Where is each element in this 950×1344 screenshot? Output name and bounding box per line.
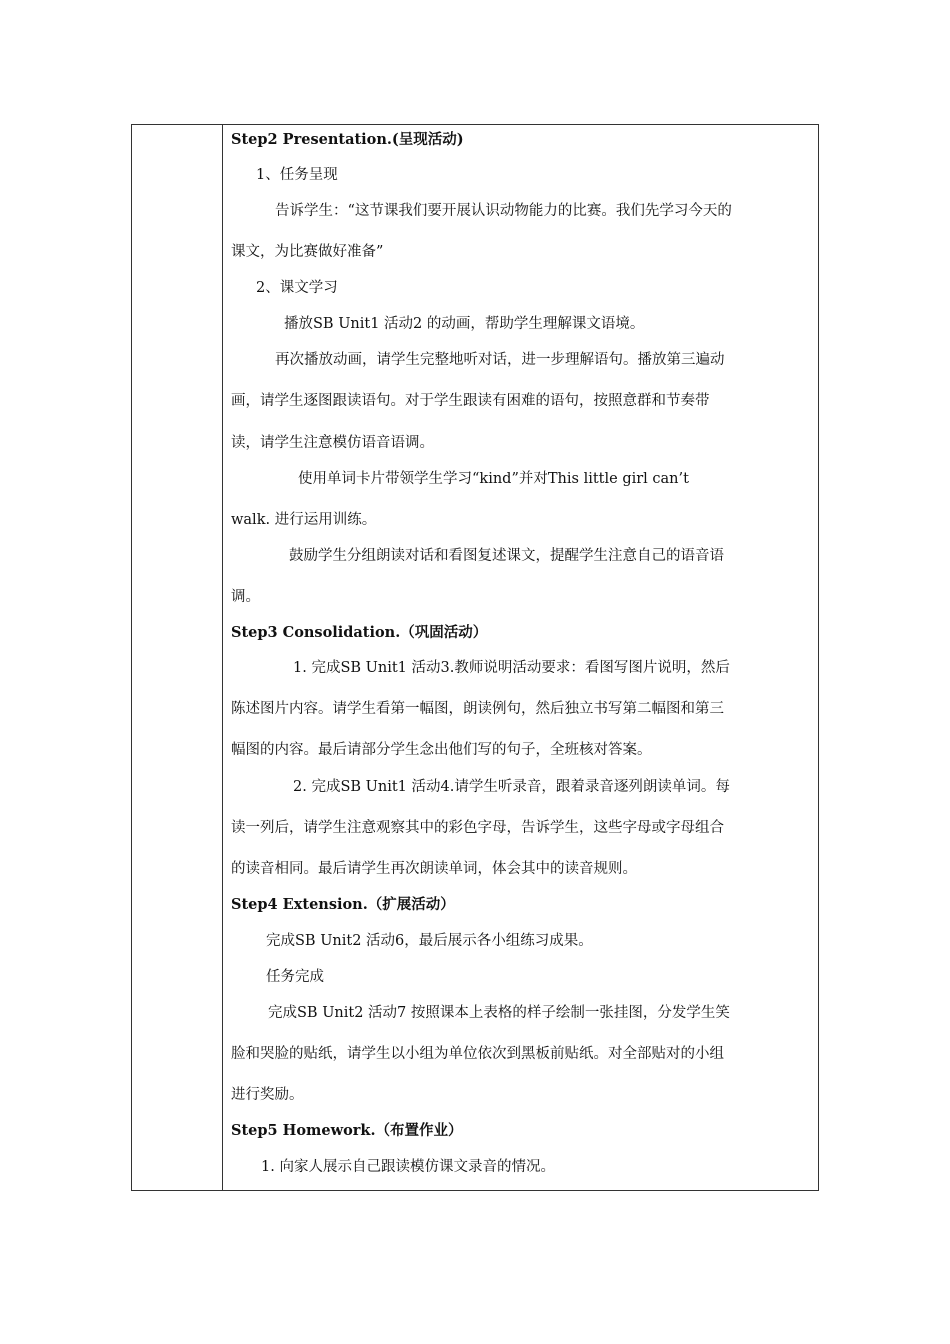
table-content-column xyxy=(223,125,819,1190)
text-line: 脸和哭脸的贴纸，请学生以小组为单位依次到黑板前贴纸。对全部贴对的小组 xyxy=(231,1046,724,1062)
text-line: 告诉学生：“这节课我们要开展认识动物能力的比赛。我们先学习今天的 xyxy=(275,203,732,219)
table-left-column xyxy=(132,125,223,1190)
step3-heading: Step3 Consolidation.（巩固活动） xyxy=(231,624,488,641)
text-line: 课文，为比赛做好准备” xyxy=(231,244,384,260)
text-line: 读一列后，请学生注意观察其中的彩色字母，告诉学生，这些字母或字母组合 xyxy=(231,820,724,836)
text-line: 2. 完成SB Unit1 活动4.请学生听录音，跟着录音逐列朗读单词。每 xyxy=(293,779,730,795)
text-line: 幅图的内容。最后请部分学生念出他们写的句子，全班核对答案。 xyxy=(231,742,652,758)
text-line: 进行奖励。 xyxy=(231,1087,304,1103)
text-line: 陈述图片内容。请学生看第一幅图，朗读例句，然后独立书写第二幅图和第三 xyxy=(231,701,724,717)
text-line: 2、课文学习 xyxy=(256,280,338,296)
text-line: 调。 xyxy=(231,589,260,605)
text-line: 读，请学生注意模仿语音语调。 xyxy=(231,435,434,451)
text-line: 1. 完成SB Unit1 活动3.教师说明活动要求：看图写图片说明，然后 xyxy=(293,660,730,676)
lesson-table xyxy=(131,124,819,1191)
text-line: 任务完成 xyxy=(266,969,324,985)
step2-heading: Step2 Presentation.(呈现活动) xyxy=(231,131,464,148)
text-line: 1、任务呈现 xyxy=(256,167,338,183)
text-line: 画，请学生逐图跟读语句。对于学生跟读有困难的语句，按照意群和节奏带 xyxy=(231,393,710,409)
text-line: 完成SB Unit2 活动6，最后展示各小组练习成果。 xyxy=(266,933,593,949)
text-line: 使用单词卡片带领学生学习“kind”并对This little girl can’t xyxy=(298,471,689,487)
text-line: 再次播放动画，请学生完整地听对话，进一步理解语句。播放第三遍动 xyxy=(275,352,725,368)
text-line: walk. 进行运用训练。 xyxy=(231,512,377,528)
text-line: 1. 向家人展示自己跟读模仿课文录音的情况。 xyxy=(261,1159,555,1175)
text-line: 的读音相同。最后请学生再次朗读单词，体会其中的读音规则。 xyxy=(231,861,637,877)
text-line: 鼓励学生分组朗读对话和看图复述课文，提醒学生注意自己的语音语 xyxy=(289,548,724,564)
text-line: 完成SB Unit2 活动7 按照课本上表格的样子绘制一张挂图，分发学生笑 xyxy=(268,1005,730,1021)
step5-heading: Step5 Homework.（布置作业） xyxy=(231,1122,463,1139)
text-line: 播放SB Unit1 活动2 的动画，帮助学生理解课文语境。 xyxy=(284,316,645,332)
step4-heading: Step4 Extension.（扩展活动） xyxy=(231,896,455,913)
